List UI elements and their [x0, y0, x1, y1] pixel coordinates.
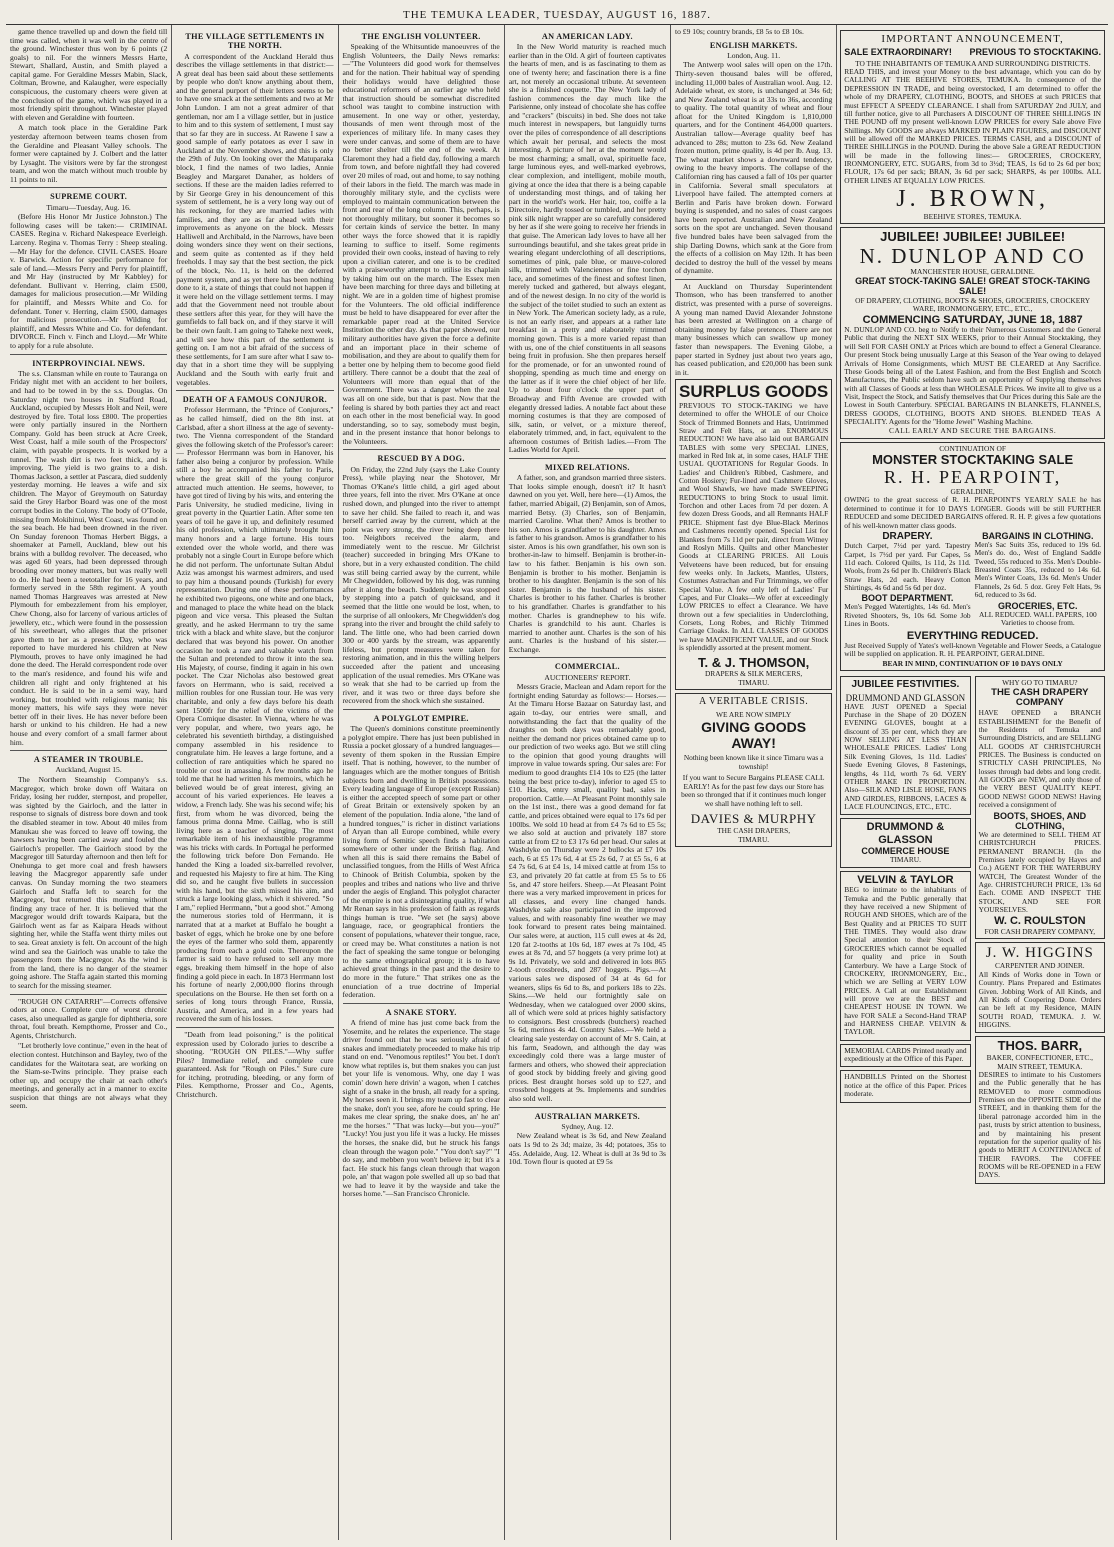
cash-drapery-body: HAVE OPENED a BRANCH ESTABLISHMENT for the Benefit of the Residents of Temuka and Surrounding Districts, and are SELLING ALL GOODS AT CHRISTCHURCH PRICES. The Business is conducted on STRICTLY CASH PRINCIPLES, No losses through bad debts and long credit. All GOODS are NEW, and only those of the VERY BEST QUALITY KEPT. GOOD NEWS! GOOD NEWS! Having received a consignment of: [978, 708, 1101, 810]
steamer-dateline: Auckland, August 15.: [55, 765, 122, 775]
advertisement-column: [837, 25, 1108, 1540]
dunlop-sale: GREAT STOCK-TAKING SALE! GREAT STOCK-TAKING SALE!: [855, 276, 1091, 297]
supreme-court-heading: SUPREME COURT.: [50, 192, 128, 202]
football-report: game thence travelled up and down the field till time was called, when it was well in the centre of the ground. Winchester thus won by 6 points (2 goals) to nil. For the winners Messrs Harte, Stewart, Shallard, Austin, and Smith played a capital game. For Geraldine Messrs Mabin, Slack, Coltman, Browne, and Kalaugher, were especially conspicuous, the customary cheers were given at the conclusion of the game, which was played in a most friendly spirit throughout. Winchester played with eleven and Geraldine with fourteen.: [10, 27, 168, 122]
column-2: [172, 25, 338, 1540]
column-rule: [10, 354, 167, 355]
barr-subtitle: BAKER, CONFECTIONER, ETC.,: [986, 1053, 1093, 1063]
everything-reduced: EVERYTHING REDUCED.: [906, 629, 1039, 642]
brown-advert: [840, 30, 1105, 224]
pearpoint-town: GERALDINE,: [950, 486, 995, 496]
pearpoint-advert: [840, 442, 1105, 671]
thomson-subtitle: DRAPERS & SILK MERCERS,: [704, 669, 803, 679]
roulston-name: W. C. ROULSTON: [994, 915, 1086, 928]
village-heading: THE VILLAGE SETTLEMENTS IN THE NORTH.: [185, 32, 325, 51]
groceries-title: GROCERIES, ETC.: [998, 600, 1078, 611]
cash-drapery-advert: [975, 676, 1105, 939]
interprovincial-heading: INTERPROVINCIAL NEWS.: [32, 358, 145, 368]
australian-markets-heading: AUSTRALIAN MARKETS.: [534, 1111, 641, 1121]
velvin-body: BEG to intimate to the inhabitants of Temuka and the Public generally that they have received a new Shipment of ROUGH AND SHOES, which are of the Best Quality and at PRICES TO SUIT THE TIMES. They would also draw Special attention to their Stock of GROCERIES which cannot be equalled for quality and price in South Canterbury. We have a Large Stock of CROCKERY, IRONMONGERY, Etc., which we are Selling at VERY LOW PRICES. A Call at our Establishment will prove we are the BEST and CHEAPEST HOUSE IN TOWN. We have FOR SALE a Second-Hand TRAP and HARNESS CHEAP. VELVIN & TAYLOR.: [844, 885, 967, 1037]
roulston-subtitle: FOR CASH DRAPERY COMPANY,: [984, 926, 1096, 936]
rescued-heading: RESCUED BY A DOG.: [377, 454, 465, 464]
english-markets-dateline: London, Aug. 11.: [727, 50, 781, 60]
jubilee-festivities-advert: [840, 676, 970, 815]
giving-line-3: AWAY!: [731, 735, 776, 752]
pearpoint-body: OWING to the great success of R. H. PEARPOINT'S YEARLY SALE he has determined to continue it for 10 DAYS LONGER. Goods will be still FURTHER REDUCED and some DECIDED BARGAINS offered. R. H. P. gives a few quotations of his well-known matter class goods.: [844, 495, 1101, 530]
cash-drapery-body-2: We are determined to SELL THEM AT CHRISTCHURCH PRICES. PERMANENT BRANCH. (In the Premises lately occupied by Hayes and Co.) AGENT FOR THE WATERBURY WATCH, The Greatest Wonder of the Age. CHRISTCHURCH PRICE, 13s 6d Each. COME AND INSPECT THE STOCK, AND SEE FOR YOURSELVES.: [978, 829, 1101, 915]
mixed-relations-heading: MIXED RELATIONS.: [545, 463, 630, 473]
brown-intro: TO THE INHABITANTS OF TEMUKA AND SURROUNDING DISTRICTS.: [855, 58, 1091, 68]
surplus-goods-body: PREVIOUS TO STOCK-TAKING we have determined to offer the WHOLE of our Choice Stock of Trimmed Bonnets and Hats, Untrimmed Straw and Felt Hats, at an ENORMOUS REDUCTION! We have also laid out BARGAIN TABLES with some very SPECIAL LINES, marked in Red Ink at, in some cases, HALF THE USUAL QUOTATIONS for Regular Goods. In Ladies' and Children's Ribbed, Cashmere, and Cotton Hosiery; Fur-lined and Cashmere Gloves, and Wool Shawls, we have made SWEEPING REDUCTIONS to bring Stock to usual limit. Torchon and other Laces from 7d per dozen. A few dozen Dress Goods, and all Remnants HALF PRICE. Shipment fast dye Blue-Black Merinos and Cashmeres recently opened. Special List for Blankets from 7s 11d per pair, direct from Witney and Roslyn Mills. Quilts and other Manchester Goods at CLEARING PRICES. All Louis Velveteens have been reduced, but for ensuing few weeks only. In Jackets, Mantles, Ulsters, Costumes Astrachan and Fur Trimmings, we offer Special Value. A few only left of Ladies' Fur Capes, and Fur Cloaks—We offer at exceedingly LOW PRICES to effect a Clearance. We have thrown out a few specialities in Underclothing, Corsets, Long Robes, and Richly Trimmed Carriage Cloaks. In ALL CLASSES OF GOODS we have MAGNIFICENT VALUE, and our Stock is splendidly assorted at the present moment.: [679, 400, 829, 653]
commerce-town: TIMARU.: [889, 855, 921, 865]
mixed-relations-body: A father, son, and grandson married three sisters. That looks simple enough, doesn't it? It hasn't dawned on you yet. Well, here here—(1) Amos, the father, married Abigail, (2) Benjamin, son of Amos, married Betsy. (3) Charles, son of Benjamin, married Caroline. What then? Amos is brother to his son. Amos is grandfather to his daughter. Amos is father to his grandson. Amos is grandfather to his sister. Amos is his own grandfather, his own son is brother-in-law to himself. Benjamin is brother-in-law to his father. Benjamin is his own son. Benjamin is brother to his mother. Benjamin is brother to his daughter. Benjamin is the son of his sister. Benjamin is the husband of his sister. Charles is brother to his father. Charles is brother to his grandfather. Charles is grandfather to his mother. Charles is grandnephew to his wife. Charles is grandchild to his aunt. Charles is married to another aunt. Charles is the son of his aunt. Charles is the husband of his sister.—Exchange.: [508, 473, 666, 654]
supreme-court-body: (Before His Honor Mr Justice Johnston.) The following cases will be taken:— CRIMINAL CASES. Regina v. Richard Nakespeace Everleigh. Larceny. Regina v. Thomas Terry : Sheep stealing.—Mr Hay for the defence. CIVIL CASES. Hoare v. Barwick. Action for specific performance for sale of land.—Messrs Perry and Perry for plaintiff, and Mr Hay (instructed by Mr Kabbley) for defendant. Bullivant v. Herring, claim £500, damages for malicious prosecution.—Mr Wilding for plaintiff, and Messrs White and Co. for defendant. Toner v. Herring, claim £500, damages for malicious prosecution.—Mr Wilding for plaintiff, and Messrs White and Co. for defendant. DIVORCE. Finch v. Finch and Lloyd.—Mr White to apply for a rule absolute.: [10, 212, 168, 350]
velvin-advert: [840, 871, 970, 1041]
conjuror-body: Professor Herrmann, the "Prince of Conjurors," as he called himself, died on the 8th inst. at Carlsbad, after a short illness at the age of seventy-two. The Vienna correspondent of the Standard gives the following sketch of the Professor's career:— Professor Herrmann was born in Hanover, his father also being a conjuror by profession. While still a boy he accompanied his father to Paris, where the great skill of the young conjuror attracted much attention. He seems, however, to have got tired of living by his wits, and entering the Paris University, he studied medicine, living in great poverty in the Quartier Latin. After some ten years of toil he gave it up, and definitely resumed his old profession, which ultimately brought him many honors and a large fortune. His tours extended over the whole world, and there was probably not a single Court in Europe before which he did not perform. The unfortunate Sultan Abdul Aziz was amongst his warmest admirers, and used to pay him a thousand pounds (Turkish) for every representation. During one of these performances he exhibited two pigeons, one white and one black, and managed to place the white head on the black pigeon and vice versa. This pleased the Sultan greatly, and he asked Herrmann to try the same trick with a black and white slave, but the conjuror declared that was beyond his power. On another occasion he took a rare and valuable watch from the Sultan and pretended to throw it into the sea. His Majesty, of course, finding it again in his own pocket. The Czar Nicholas also bestowed great favors on Herrmann, who is said, received a million roubles for one Russian tour. He was very charitable, and only a few days before his death sent 1500fr for the relief of the victims of the Opera Comique disaster. In Vienna, where he was very popular, and where, two years ago, he celebrated his seventieth birthday, a distinguished company assembled in his residence to congratulate him. He leaves a large fortune, and a collection of rare antiquities which he spared no trouble or cost in amassing. A few months ago he told me that he had written his memoirs, which he believed would be of great interest, giving an account of his varied experiences. He leaves a widow, a French lady. She was his second wife; his first, from whom he was divorced, being the famous prima donna Mme. Caillag, who is still living here as a teacher of singing. The most remarkable item of his inexhaustible programme was his tricks with cards. In Portugal he performed the following trick before Don Fernando. He handed the King a loaded six-barrelled revolver, and requested his Majesty to fire at him. The King did so, and he caught five bullets in succession with his hand, but the sixth missed his aim, and struck a large looking glass, which it shivered. "So I am," replied Herrmann, "but a good shot." Among the numerous stories told of Herrmann, it is narrated that at a market at Buffalo he bought a basket of eggs, which he broke one by one before the eyes of the farmer who sold them, apparently producing from each a gold coin. Thereupon the farmer is said to have refused to sell any more eggs, breaking them himself in the hope of also finding a gold piece in each. In 1873 Herrmann lost his fortune of nearly 2,000,000 florins through speculations on the Bourse. He then set forth on a series of long tours through France, Russia, Austria, and America, and in a few years had recovered the sum of his losses.: [176, 405, 334, 1024]
brown-name: J. BROWN,: [896, 186, 1049, 213]
commerce-house-advert: [840, 818, 970, 868]
memorial-cards-advert: [840, 1044, 970, 1068]
memorial-cards-text: MEMORIAL CARDS Printed neatly and expeditiously at the Office of this Paper.: [844, 1045, 967, 1064]
dunlop-subtitle: MANCHESTER HOUSE, GERALDINE.: [910, 266, 1035, 276]
drapery-title: DRAPERY.: [882, 530, 933, 542]
surplus-goods-title: SURPLUS GOODS: [679, 382, 829, 402]
auckland-news: At Auckland on Thursday Superintendent Thomson, who has been transferred to another district, was presented with a purse of sovereigns. A young man named David Alexander Johnstone has been arrested at Wellington on a charge of obtaining money by false pretences. There are not many businesses which can swallow up money faster than newspapers. The Evening Globe, a paper started in Sydney just about two years ago, has ceased publication, and £20,000 has been sunk in it.: [675, 281, 833, 377]
commerce-subtitle: COMMERCE HOUSE: [861, 846, 950, 857]
dunlop-footer: CALL EARLY AND SECURE THE BARGAINS.: [889, 426, 1057, 436]
boot-title: BOOT DEPARTMENT.: [861, 593, 954, 604]
column-rule: [509, 657, 666, 658]
davies-subtitle: THE CASH DRAPERS,: [717, 826, 791, 836]
crisis-title: A VERITABLE CRISIS.: [698, 696, 809, 708]
american-lady-body: In the New World maturity is reached much earlier than in the Old. A girl of fourteen captivates the hearts of men, and is as fascinating to them as one of twenty here; and fascination there is a fine art, not merely an occasional tribute. At seventeen she is a finished coquette. The New York lady of fashion commences the day much like the Parisienne, only instead of chocolate she has coffee and "crackers" (biscuits) in bed. She does not take much interest in newspapers, but languidly turns over the piles of correspondence of all descriptions which await her perusal, and selects the most interesting. A picture of her at the moment would be most charming; a small, oval, spirituelle face, large luminous eyes, and well-marked eyebrows, clear complexion, and intelligent, mobile mouth, giving at once the idea that there is a being capable of understanding most things, and of taking her part in the world's work. Her hair, too, coiffe a la Directoire, hardly tossed or tumbled, and her pretty pink silk night wrapper are so carefully considered by her as if she were going to receive her friends in that guise. The American lady loves to have all her surroundings beautiful, and she takes great pride in wearing elegant underclothing of all descriptions, sometimes of pink, pale blue, or mauve-colored silk, trimmed with Valenciennes or fine torchon lace, and sometimes of the finest and softest linen, merely tucked and gathered, but always elegant, and of the newest design. In no city of the world is the subject of the toilet studied to such an extent as in New York. The American society lady, as a rule, is not an early riser, and appears at a rather late breakfast in a pretty and elaborately trimmed morning gown. This is a more varied repast than with us, one of the chief constituents in all seasons being fruit in profusion. She then prepares herself for the promenade, or for an unwonted round of shopping, spending as much time and energy on the latter as if it were the chief object of her life. Up to about four o'clock the upper part of Broadway and Fifth Avenue are crowded with elegantly dressed ladies. A notable fact about these morning costumes is that they are composed of silk, satin, or velvet, or a mixture thereof, elaborately trimmed, and, in fact, equivalent to the afternoon costumes of British ladies.—From The Ladies World for April.: [508, 42, 666, 455]
volunteer-heading: THE ENGLISH VOLUNTEER.: [361, 32, 481, 41]
column-1: [6, 25, 172, 1540]
pearpoint-title: MONSTER STOCKTAKING SALE: [872, 452, 1074, 468]
column-rule: [343, 1003, 500, 1004]
commercial-heading: COMMERCIAL.: [554, 662, 620, 672]
thomson-town: TIMARU.: [738, 677, 770, 687]
auctioneers-heading: AUCTIONEERS' REPORT.: [544, 672, 631, 682]
giving-body: Nothing been known like it since Timaru was a township!: [683, 753, 824, 771]
polyglot-body: The Queen's dominions constitute preeminently a polyglot empire. There has just been published in Russia a pocket glossary of a hundred languages—seventy of them spoken in the Russian Empire itself. That is nothing, however, to the number of languages which are the mother tongues of British subjects born and dwelling in British possessions. Every leading language of Europe (except Russian) is either the accepted speech of some part or other of Great Britain or extensively spoken by an element of the population. India alone, "the land of a hundred tongues," is richer in distinct variations of Aryan than all Europe combined, while every living form of Semitic speech finds a habitation somewhere or other under the British flag. And when all this is said there remains the Babel of unclassified tongues, from the Hills of West Africa to Chinook of British Columbia, spoken by the peoples and tribes and nations who live and thrive under the aegis of England. This polyglot character of the empire is not a disintegrating quality, if what Mr Renan says in his profession of faith as regards things human is true. "We set (he says) above language, race, or geographical frontiers the consent of populations, whatever their tongue, race, or creed may be. What constitutes a nation is not the fact of speaking the same tongue or belonging to the same ethnographical group; it is to have achieved great things in the past and the desire to do more in the future." That strikes one as the enunciation of a true doctrine of Imperial federation.: [342, 724, 500, 1000]
column-rule: [176, 390, 333, 391]
higgins-subtitle: CARPENTER AND JOINER.: [994, 961, 1085, 971]
handbills-advert: [840, 1070, 970, 1102]
column-rule: [509, 1107, 666, 1108]
column-rule: [343, 449, 500, 450]
why-go-heading: WHY GO TO TIMARU?: [1002, 678, 1078, 688]
announcement-heading: IMPORTANT ANNOUNCEMENT,: [881, 33, 1064, 45]
previous-to-stocktaking: PREVIOUS TO STOCKTAKING.: [969, 47, 1101, 58]
clothing-body: Men's Sac Suits 35s, reduced to 19s 6d. Men's do. do., West of England Saddle Tweed, 55s reduced to 35s. Men's Double-Breasted Coats 35s, reduced to 14s 6d. Men's Winter Coats, 13s 6d. Men's Under Flannels, 2s 6d. 5 doz. Grey Felt Hats, 9s 6d, reduced to 3s 6d.: [974, 540, 1101, 600]
auctioneers-body: Messrs Gracie, Maclean and Adam report for the fortnight ending Saturday as follows:— Horses.—At the Timaru Horse Bazaar on Saturday last, and again to-day, our entries were small, and notwithstanding the fact that the quality of the draughts on both days was remarkably good, neither the demand nor prices obtained came up to our prediction of two weeks ago. But we still cling to the opinion that good young draughts will improve in value towards spring. Our sales are: For medium to good draughts £14 10s to £25 (the latter being the best price to-day), inferior to aged £5 to £10. Hacks, entry small, quality bad, sales in proportion. Cattle.—At Pleasant Point monthly sale on the 1st inst., there was a good demand for fat cattle, and prices obtained were equal to 17s 6d per 100lbs. We sold 10 head at from £4 7s 6d to £5 5s; we also sold at auction and privately 187 store cattle at from £2 to £3 17s 6d per head. Our sales at Washdyke on Thursday were 2 bullocks at £7 10s each, 6 at £5 17s 6d, 4 at £5 2s 6d, 7 at £5 5s, 6 at £4 7s 6d, 6 at £4 1s, 14 mixed cattle at from 15s to £3, and privately 20 fat cattle at from £5 5s to £6 5s, and 47 store heifers. Sheep.—At Pleasant Point there was a very marked improvement in prices for all classes, and every line changed hands. Washdyke sale also participated in the improved values, and with reasonably fine weather we may look forward to present rates being maintained. Our sales were, at auction, 115 cull ewes at 4s 2d, 120 fat 2-tooths at 10s 6d, 187 ewes at 7s 10d, 45 ewes at 8s 7d, and 57 hoggets (a very prime lot) at 9s 1d. Privately, we sold and delivered in lots 865 2-tooth crossbreds, and 287 hoggets. Pigs.—At various sales we disposed of 34 at 4s 6d for weaners, slips 6s 6d to 8s, and porkers 18s to 22s. Skins.—We held our fortnightly sale on Wednesday, when we catalogued over 2000 skins, all of which were sold at prices highly satisfactory to consignors. Best crossbreds (butchers) reached 5s 6d, merinos 4s 4d. Country Sales.—We held a clearing sale yesterday on account of Mr S. Cain, at his farm, Seadown, and although the day was exceedingly cold there was a large muster of farmers and others, who showed their appreciation of good stock by bidding freely and giving good prices. Best draught horses sold up to £27, and crossbred hoggets at 9s. Implements and sundries also sold well.: [508, 682, 666, 1104]
surplus-goods-advert: [675, 379, 832, 690]
drapery-body: Dutch Carpet, 7½d per yard. Tapestry Carpet, 1s 7½d per yard. Fur Capes, 5s 11d each. Colored Quilts, 1s 11d, 2s 11d. Wools, from 2s 6d per lb. Children's Black Straw Hats, 2d each. Heavy Cotton Shirtings, 4s 6d and 5s 6d per doz.: [844, 541, 971, 592]
thomson-name: T. & J. THOMSON,: [698, 654, 810, 670]
interprovincial-body: The s.s. Clansman while en route to Tauranga on Friday night met with an accident to her boilers, and had to be towed in by the s.s. Douglas. On Saturday night two houses in Stafford Road, Auckland, occupied by Messrs Holt and Neil, were destroyed by fire. Total loss £800. The properties were only partially insured in the Northern Company. Gold has been struck at Acre Creek, West Coast, half a mile south of the Prospectors' claim, with payable prospects. It is worked by a tunnel. The wash dirt is two feet thick, and is improving. The yield is two grains to a dish. Thomas Jackson, a settler at Pascara, died suddenly yesterday morning. He leaves a wife and six children. The Mayor of Greymouth on Saturday said the Grey Harbor Board was one of the most corrupt bodies in the Colony. The body of O'Toole, missing from Mokihinui, West Coast, was found on the sea beach. He had been drowned in the river. On Sunday forenoon Thomas Herbert Biggs, a shoemaker at Parnell, Auckland, blew out his brains with a bulldog revolver. The deceased, who was aged 60 years, had been depressed through brooding over money matters, but was really well to do. He had been a teetotaller for 16 years, and formerly served in the 58th regiment. A youth named Thomas Hargreaves was arrested at New Plymouth for embezzlement from his employer, Chew Chong, also for larceny of various articles of jewellery, etc., which were found in the possession of his sweetheart, who alleges that the prisoner gave them to her as a present. Day, who was reported to have murdered his children at New Plymouth, proves to have only imagined he had done the deed. The Herald correspondent rode over to the man's residence, and found his wife and children all right and only frightened at his conduct. He is said to be in a semi way, hard working, but troubled with religious mania; his money matters, his wife says they were never better off in their lives. He has never before been harsh or unkind to his children. He had a new house and every comfort of a small farmer about him.: [10, 368, 168, 747]
clothing-title: BARGAINS IN CLOTHING.: [982, 530, 1094, 541]
column-rule: [343, 709, 500, 710]
barr-street: MAIN STREET, TEMUKA.: [997, 1061, 1083, 1071]
column-rule: [509, 458, 666, 459]
polyglot-heading: A POLYGLOT EMPIRE.: [373, 713, 469, 723]
pearpoint-footer-body: Just Received Supply of Yates's well-known Vegetable and Flower Seeds, a Catalogue will be supplied on application. R. H. PEARPOINT, GERALDINE.: [844, 640, 1101, 659]
boot-body: Men's Pegged Watertights, 14s 6d. Men's Riveted Shooters, 9s, 10s 6d. Some Job Lines in Boots.: [844, 602, 971, 629]
handbills-text: HANDBILLS Printed on the Shortest notice at the office of this Paper. Prices moderate.: [844, 1072, 967, 1099]
dunlop-line: OF DRAPERY, CLOTHING, BOOTS & SHOES, GROCERIES, CROCKERY WARE, IRONMONGERY, ETC., ETC.,: [855, 295, 1091, 314]
english-markets-body: The Antwerp wool sales will open on the 17th. Thirty-seven thousand bales will be offered, including 11,000 bales of Australian wool. Aug. 12. Adelaide wheat, ex store, is unchanged at 34s 6d; and New Zealand wheat is at 33s to 36s, according to quality. The total quantity of wheat and flour afloat for the United Kingdom is 1,810,000 quarters, and for the Continent 464,000 quarters. Australian tallow—Average quality beef has advanced to 28s; mutton to 23s 6d. New Zealand frozen mutton, prime quality, is 4d per lb. Aug. 13. The wheat market shows a downward tendency, owing to the heavy imports. The collapse of the Californian ring has caused a fall of 10s per quarter in California. Several small speculators at Liverpool have failed. The attempted corners at Berlin and Paris have broken down. Forward buying is suspended, and no sales of coast cargoes have been reported. Australian and New Zealand sorts on the spot are unchanged. Seven thousand five hundred bales have been salvaged from the ship Darling Downs, which sank at the Gore from the effects of a collision on May 12th. It has been decided to destroy the hull of the vessel by means of dynamite.: [675, 60, 833, 276]
giving-goods-advert: [675, 693, 832, 847]
supreme-court-dateline: Timaru—Tuesday, Aug. 16.: [46, 202, 131, 212]
market-continuation: to £9 10s; country brands, £8 5s to £8 10s.: [675, 27, 804, 36]
school-match-report: A match took place in the Geraldine Park yesterday afternoon between teams chosen from the Geraldine and Pleasant Valley schools. The former were captained by J. Colbert and the latter by Lysaght. The visitors were by far the strongest team, and won the match without much trouble by 11 points to nil.: [10, 123, 168, 184]
giving-body-2: If you want to Secure Bargains PLEASE CALL EARLY! As for the past few days our Store has been so thronged that if it continues much longer we shall have nothing left to sell.: [681, 773, 827, 808]
jubilee-festivities-title: JUBILEE FESTIVITIES.: [851, 679, 960, 691]
commerce-name: DRUMMOND & GLASSON: [866, 821, 945, 846]
masthead: THE TEMUKA LEADER, TUESDAY, AUGUST 16, 1887.: [6, 6, 1108, 25]
brown-body: READ THIS, and invest your Money to the best advantage, which you can do by CALLING AT THE BEEHIVE STORES, TEMUKA. In consequence of the DEPRESSION IN TRADE, and being overstocked, I am determined to offer the whole of my DRAPERY, CLOTHING, BOOTS, and SHOES at such PRICES that must EFFECT A SPEEDY CLEARANCE. I shall from SATURDAY 2nd JULY, and till further notice, give to all Purchasers A DISCOUNT OF THREE SHILLINGS IN THE POUND off my present well-known LOW PRICES for every Sale above Five Shillings. My GOODS are always MARKED IN PLAIN FIGURES, and DISCOUNT will be allowed off the MARKED PRICES. TERMS CASH, and a DISCOUNT of THREE SHILLINGS in the POUND. During the above Sale a GREAT REDUCTION will be made in the following lines:— GROCERIES, CROCKERY, IRONMONGERY, ETC. SUGARS, from 3d to 3½d; TEAS, 1s 6d to 2s 6d per box; FLOUR, 17s 6d per sack; BRAN, 3s 6d per sack; SHARPS, 4s per 100lbs. ALL OTHER LINES AT EQUALLY LOW PRICES.: [844, 67, 1101, 185]
election-item: "Let brotherly love continue," even in the heat of election contest. Hutchinson and Bayley, two of the candidates for the Waitotara seat, are working on the Siam-se-Twins principle. They praise each other up, and occupy the chair at each other's meetings, and generally act in a manner to excite suspicion that things are not always what they seem.: [10, 1041, 168, 1111]
jubilee-banner: JUBILEE! JUBILEE! JUBILEE!: [880, 229, 1066, 245]
rescued-body: On Friday, the 22nd July (says the Lake County Press), while playing near the Shotover, Mr Thomas O'Kane's little child, a girl aged about three years, fell into the river. Mrs O'Kane at once rushed down, and plunged into the river to attempt to save her child. She failed to reach it, and was herself carried away by the current, which at the point was very strong, the river being deep there too. Neighbors received the alarm, and immediately went to the rescue. Mr Gilchrist (teacher) succeeded in bringing Mrs O'Kane to shore, but in a very exhausted condition. The child was still being carried away by the current, while Mr Chegwidden, followed by his dog, was running after it along the beach. Suddenly he was stopped by stepping into a patch of quicksand, and it seemed that the little one would be lost, when, to the surprise of all onlookers, Mr Chegwidden's dog sprang into the river and brought the child safely to land. The little one, who had been carried down 300 or 400 yards by the stream, was apparently lifeless, but prompt measures were taken for restoring animation, and in this the willing helpers succeeded after the patient and unceasing application of the usual remedies. Mrs O'Kane was so weak that she had to be carried up from the river, and it was two or three days before she recovered from the shock which she sustained.: [342, 464, 500, 706]
giving-line-1: WE ARE NOW SIMPLY: [715, 709, 792, 719]
english-markets-heading: ENGLISH MARKETS.: [709, 40, 798, 50]
sale-extraordinary: SALE EXTRAORDINARY!: [844, 47, 952, 58]
dunlop-commencing: COMMENCING SATURDAY, JUNE 18, 1887: [862, 313, 1083, 326]
velvin-name: VELVIN & TAYLOR: [857, 873, 954, 886]
column-rule: [10, 750, 167, 751]
australian-markets-dateline: Sydney, Aug. 12.: [561, 1121, 614, 1131]
snake-heading: A SNAKE STORY.: [385, 1007, 457, 1017]
dunlop-advert: [840, 227, 1105, 439]
column-rule: [675, 279, 832, 280]
column-rule: [176, 1027, 333, 1028]
column-4: [505, 25, 671, 1540]
higgins-name: J. W. HIGGINS: [985, 945, 1094, 962]
pearpoint-lists: [844, 531, 1101, 630]
barr-name: THOS. BARR,: [997, 1038, 1083, 1054]
piles-advert: "Death from lead poisoning," is the political expression used by Colorado juries to describe a shooting. "ROUGH ON PILES."—Why suffer Piles? Immediate relief, and complete cure guaranteed. Ask for "Rough on Piles." Sure cure for itching, protruding, bleeding, or any form of Piles. Kempthorne, Prosser and Co., Agents, Christchurch.: [176, 1029, 334, 1100]
cash-boots: BOOTS, SHOES, AND CLOTHING,: [993, 810, 1087, 831]
davies-town: TIMARU.: [738, 834, 770, 844]
column-3: [339, 25, 505, 1540]
higgins-advert: [975, 942, 1105, 1033]
pearpoint-continuation: CONTINUATION OF: [939, 443, 1006, 453]
pearpoint-name: R. H. PEARPOINT,: [884, 467, 1062, 488]
village-body: A correspondent of the Auckland Herald thus describes the village settlements in that district:— A great deal has been said about these settlements by people who don't know anything about them, and the general purport of their letters seems to be to have one smack at the settlements and two at Mr John Lundon. I am not a great admirer of that gentleman, nor am I a village settler, but in justice to him and to this system of settlement, I must say that so far they are in success. At Rawene I saw a good sample of early potatoes as ever I saw in Auckland at the November shows, and this is only the 29th of July. On looking over the Matuparaka block, I find the names of two ladies, Annie Beagley and Margaret Danaher, as holders of sections. If these are the maiden ladies referred to by Sir George Grey in his denouncement of this system of settlement, he is a very long way out of his reckoning, for they are married ladies with families, and they are as far ahead with their improvements as anyone on the block. Messrs Halliwell and Archibald, in the Narrows, have been doing wonders since they went on their sections, and seem quite as contented as if they held freeholds. I may say that the best section, the pick of the block, No. 11, is held on the deferred payment system, and as yet there has been nothing done to it, a state of things that could not happen if it were held on the village settlement terms. I may add that the Government need not trouble about these settlers after this year, for they will have the gumfields to fall back on, and if they starve it will be their own fault. I am going to Taheke next week, and will see how this part of the settlement is getting on. I am not a bit afraid of the success of these settlements, for I am sure after what I saw to-day that in a short time they will be supplying Auckland and the South with early fruit and vegetables.: [176, 51, 334, 387]
barr-advert: [975, 1036, 1105, 1183]
sale-banner: [844, 47, 1101, 57]
drummond-glasson-body: HAVE JUST OPENED a Special Purchase in the Shape of 20 DOZEN EVENING GLOVES, bought at a discount of 35 per cent, which they are NOW SELLING AT LESS THAN WHOLESALE PRICES. Ladies' Long Silk Evening Gloves, 1s 11d. Ladies' Suede Evening Gloves, 8 Fastenings, lengths, 4s 11d, worth 7s 6d. VERY OTHER MAKE IN PROPORTION. Also—SILK AND LISLE HOSE, FANS AND GIRDLES, RIBBONS, LACES & LACE FLOUNCINGS, ETC., ETC.: [844, 701, 967, 811]
higgins-body: All Kinds of Works done in Town or Country. Plans Prepared and Estimates Given. Jobbing Work of All Kinds, and All Kinds of Coopering Done. Orders can be left at my Residence, MAIN SOUTH ROAD, TEMUKA. J. W. HIGGINS.: [978, 969, 1101, 1029]
drummond-glasson-name: DRUMMOND AND GLASSON: [845, 692, 966, 703]
giving-line-2: GIVING GOODS: [701, 719, 807, 736]
column-rule: [10, 187, 167, 188]
cash-drapery-title: THE CASH DRAPERY COMPANY: [991, 686, 1089, 709]
catarrh-advert: "ROUGH ON CATARRH"—Corrects offensive odors at once. Complete cure of worst chronic cases, also unequalled as gargle for diphtheria, sore throat, foul breath. Kempthorne, Prosser and Co., Agents, Christchurch.: [10, 996, 168, 1040]
conjuror-heading: DEATH OF A FAMOUS CONJUROR.: [182, 395, 327, 405]
columns: [6, 25, 1108, 1540]
american-lady-heading: AN AMERICAN LADY.: [541, 32, 633, 41]
australian-markets-body: New Zealand wheat is 3s 6d, and New Zealand oats 1s 9d to 2s 3d; maize, 3s 4d; potatoes, 35s to 45s. Adelaide, Aug. 12. Wheat is dull at 3s 9d to 3s 10d. Town flour is quoted at £9 5s: [508, 1131, 666, 1167]
brown-subtitle: BEEHIVE STORES, TEMUKA.: [923, 211, 1022, 221]
pearpoint-bear-in-mind: BEAR IN MIND, CONTINUATION OF 10 DAYS ONLY: [882, 658, 1063, 668]
dunlop-name: N. DUNLOP AND CO: [859, 243, 1086, 268]
volunteer-body: Speaking of the Whitsuntide manoeuvres of the English Volunteers, the Daily News remarks:—"The Volunteers did good work for themselves and for the nation. Their habitual way of spending their holidays would have delighted those educational reformers of an earlier age who held that instruction should be somewhat discredited school was taught to combine instruction with amusement. In one way or other, yesterday, thousands of men went through most of the experiences of military life. In many cases they were under canvas, and some of them are to have no better shelter till the end of the week. At Claremont they had a field day, following a march from town, and before nightfall they had covered over 20 miles of road, out and home, to say nothing of their labors in the field. The march was made in thoroughly military style, and the cyclists were employed to maintain communication between the front and rear of the long column. This, perhaps, is not thoroughly military, but sooner it becomes so for certain kinds of service the better. In many other ways the force showed that it is rapidly learning to suffice to itself. Some regiments provided their own cooks, instead of having to rely upon a civilian caterer, and one is to be credited with a praiseworthy attempt to utilise its chaplain by taking him out on the march. The Essex men have been marching for three days and billeting at night. We are in a golden time of highest promise for the Volunteers. The old official indifference must be held to have disappeared for ever after the remarkable paper read at the United Service Institution the other day. As that paper showed, our military authorities have given the force a definite and an important place in their scheme of mobilisation, and they are about to qualify them for a better one by helping them to become good field artillery. There cannot be a doubt that the zeal of Volunteers will more than equal that of the Government. There was a danger when the zeal was all on one side, but that is past. Now that the feeling is shared by both parties they act and react on each other in the most beneficial way. In good understanding, so to say, somebody must begin, and in the present instance that honor belongs to the Volunteers.: [342, 42, 500, 446]
steamer-body: The Northern Steamship Company's s.s. Macgregor, which broke down off Waitara on Friday, losing her rudder, sternpost, and propeller, was sighted by the Gairloch, and the latter in response to signals of distress bore down and took the disabled steamer in tow. About 40 miles from Manukau she was forced to leave off towing, the hawsers having been carried away and fouled the Gairloch's propeller. The Gairloch stood by the Macgregor till Saturday afternoon and then left for Onehunga to get more coal and fresh hawsers leaving the Macgregor apparently safe under canvas. On Sunday morning the two steamers Gairloch and Staffa left to search for the Macgregor, but returned this morning without finding any trace of her. It is believed that the Macgregor would drift towards Kaipara, but the Gairloch went as far as Kaipara Heads without sighting her, while the Staffa went thirty miles out to sea. Great anxiety is felt. On account of the high wind and sea the Gairloch was unable to take the passengers from the Macgregor. As the wind is from the land, there is no danger of the steamer going ashore. The Staffa again started this morning to search for the missing steamer.: [10, 775, 168, 990]
column-5: [671, 25, 837, 1540]
barr-body: DESIRES to intimate to his Customers and the Public generally that he has REMOVED to more commodious Premises on the OPPOSITE SIDE of the STREET, and in thanking them for the liberal patronage accorded him in the past, trusts by strict attention to business, and by maintaining his present reputation for the superior quality of his goods to MERIT A CONTINUANCE of THEIR FAVORS. The COFFEE ROOMS will be RE-OPENED in a FEW DAYS.: [978, 1070, 1101, 1180]
lower-ad-grid: [840, 674, 1105, 1187]
dunlop-body: N. DUNLOP AND CO. beg to Notify to their Numerous Customers and the General Public that during the NEXT SIX WEEKS, prior to their Annual Stocktaking, they will Sell FOR CASH ONLY at Prices which are bound to effect a General Clearance. Our present Stock being unusually Large at this Season of the Year owing to delayed Arrivals of Home Consignments, which MUST BE CLEARED at Any Sacrifice. These Goods being all of the Latest Fashion, and from the Best English and Scotch Manufactures, the Public seldom have such an opportunity of Supplying themselves with all Classes of Goods at less than WHOLESALE Prices. We invite all to give us a Visit, Inspect the Stock, and Satisfy themselves that Our Prices during this Sale are the Lowest in South Canterbury. SPECIAL BARGAINS IN BLANKETS, FLANNELS, DRESS GOODS, CLOTHING, BOOTS AND SHOES. BLENDED TEAS A SPECIALITY. Agents for the "Home Jewel" Washing Machine.: [844, 325, 1101, 427]
column-rule: [10, 994, 167, 995]
snake-body: A friend of mine has just come back from the Yosemite, and he relates the experience. The stage driver found out that he was seriously afraid of snakes and immediately proceeded to make his trip stand on end. "Venomous reptiles!" You bet. I don't know what reptiles is, but them snakes you can just bet your life is venomous. Why, one day I was comin' down here drivin' a wagon, when I catches sight of a snake in the brush, all ready for a spring. My horses seen it. I brings my team up fast to clear the snake, don't you see, afore he could spring. He makes me clear spring, the snake does, an' he an' me the horses." "That was lucky—but you—you?" "Lucky! You just you life it was a lucky. He misses the horses, the snake did, but he struck his fangs clean through the wagon pole." "You don't say?" "I do say, and mebben you won't believe it; but it's a fact. He stuck his fangs clean through that wagon pole, an' that wagon pole swelled all up so bad that we had to leave it by the wayside and take the horses home."—San Francisco Chronicle.: [342, 1017, 500, 1199]
steamer-heading: A STEAMER IN TROUBLE.: [33, 755, 144, 765]
davies-name: DAVIES & MURPHY: [690, 811, 817, 827]
groceries-body: ALL REDUCED. WALL PAPERS, 100 Varieties to choose from.: [978, 609, 1097, 628]
